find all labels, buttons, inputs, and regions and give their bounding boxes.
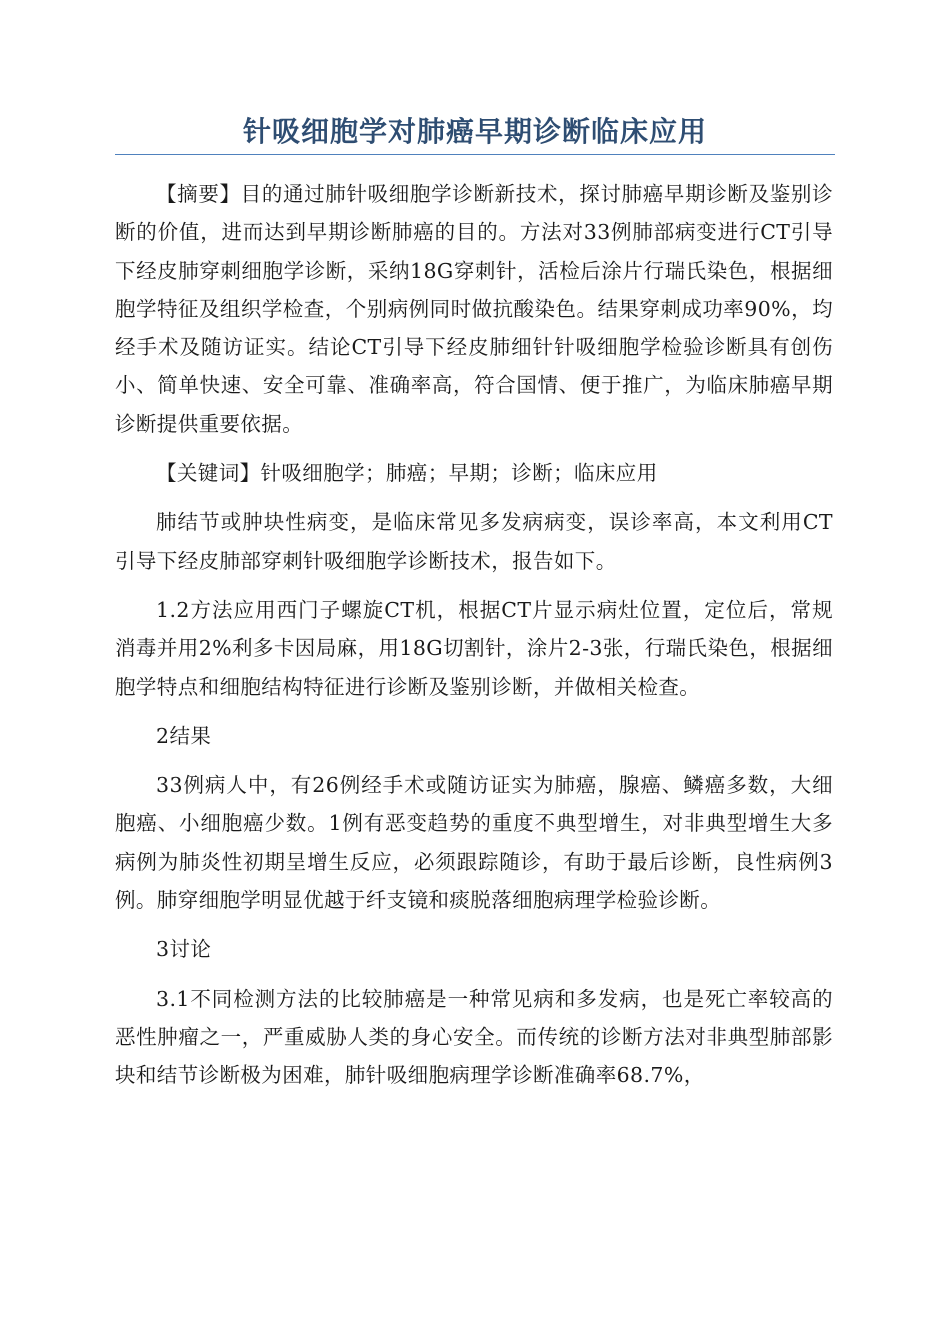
- keywords-paragraph: 【关键词】针吸细胞学；肺癌；早期；诊断；临床应用: [156, 461, 658, 486]
- methods-paragraph: 1.2方法应用西门子螺旋CT机，根据CT片显示病灶位置，定位后，常规消毒并用2%利多卡因局麻，用18G切割针，涂片2-3张，行瑞氏染色，根据细胞学特点和细胞结构特征进行诊断及鉴别诊断，并做相关检查。: [115, 597, 833, 699]
- document-title: 针吸细胞学对肺癌早期诊断临床应用: [242, 115, 707, 148]
- document-body: [115, 175, 833, 1106]
- results-heading: 2结果: [156, 723, 212, 748]
- intro-paragraph: 肺结节或肿块性病变，是临床常见多发病病变，误诊率高，本文利用CT引导下经皮肺部穿刺针吸细胞学诊断技术，报告如下。: [115, 510, 833, 573]
- discussion-paragraph: 3.1不同检测方法的比较肺癌是一种常见病和多发病，也是死亡率较高的恶性肿瘤之一，严重威胁人类的身心安全。而传统的诊断方法对非典型肺部影块和结节诊断极为困难，肺针吸细胞病理学诊断准确率68.7%，: [115, 986, 833, 1088]
- abstract-paragraph: 【摘要】目的通过肺针吸细胞学诊断新技术，探讨肺癌早期诊断及鉴别诊断的价值，进而达到早期诊断肺癌的目的。方法对33例肺部病变进行CT引导下经皮肺穿刺细胞学诊断，采纳18G穿刺针，活检后涂片行瑞氏染色，根据细胞学特征及组织学检查，个别病例同时做抗酸染色。结果穿刺成功率90%，均经手术及随访证实。结论CT引导下经皮肺细针针吸细胞学检验诊断具有创伤小、简单快速、安全可靠、准确率高，符合国情、便于推广，为临床肺癌早期诊断提供重要依据。: [115, 182, 833, 436]
- discussion-heading: 3讨论: [156, 937, 212, 962]
- title-underline: [115, 154, 835, 155]
- results-paragraph: 33例病人中，有26例经手术或随访证实为肺癌，腺癌、鳞癌多数，大细胞癌、小细胞癌少数。1例有恶变趋势的重度不典型增生，对非典型增生大多病例为肺炎性初期呈增生反应，必须跟踪随诊，有助于最后诊断，良性病例3例。肺穿细胞学明显优越于纤支镜和痰脱落细胞病理学检验诊断。: [115, 773, 833, 913]
